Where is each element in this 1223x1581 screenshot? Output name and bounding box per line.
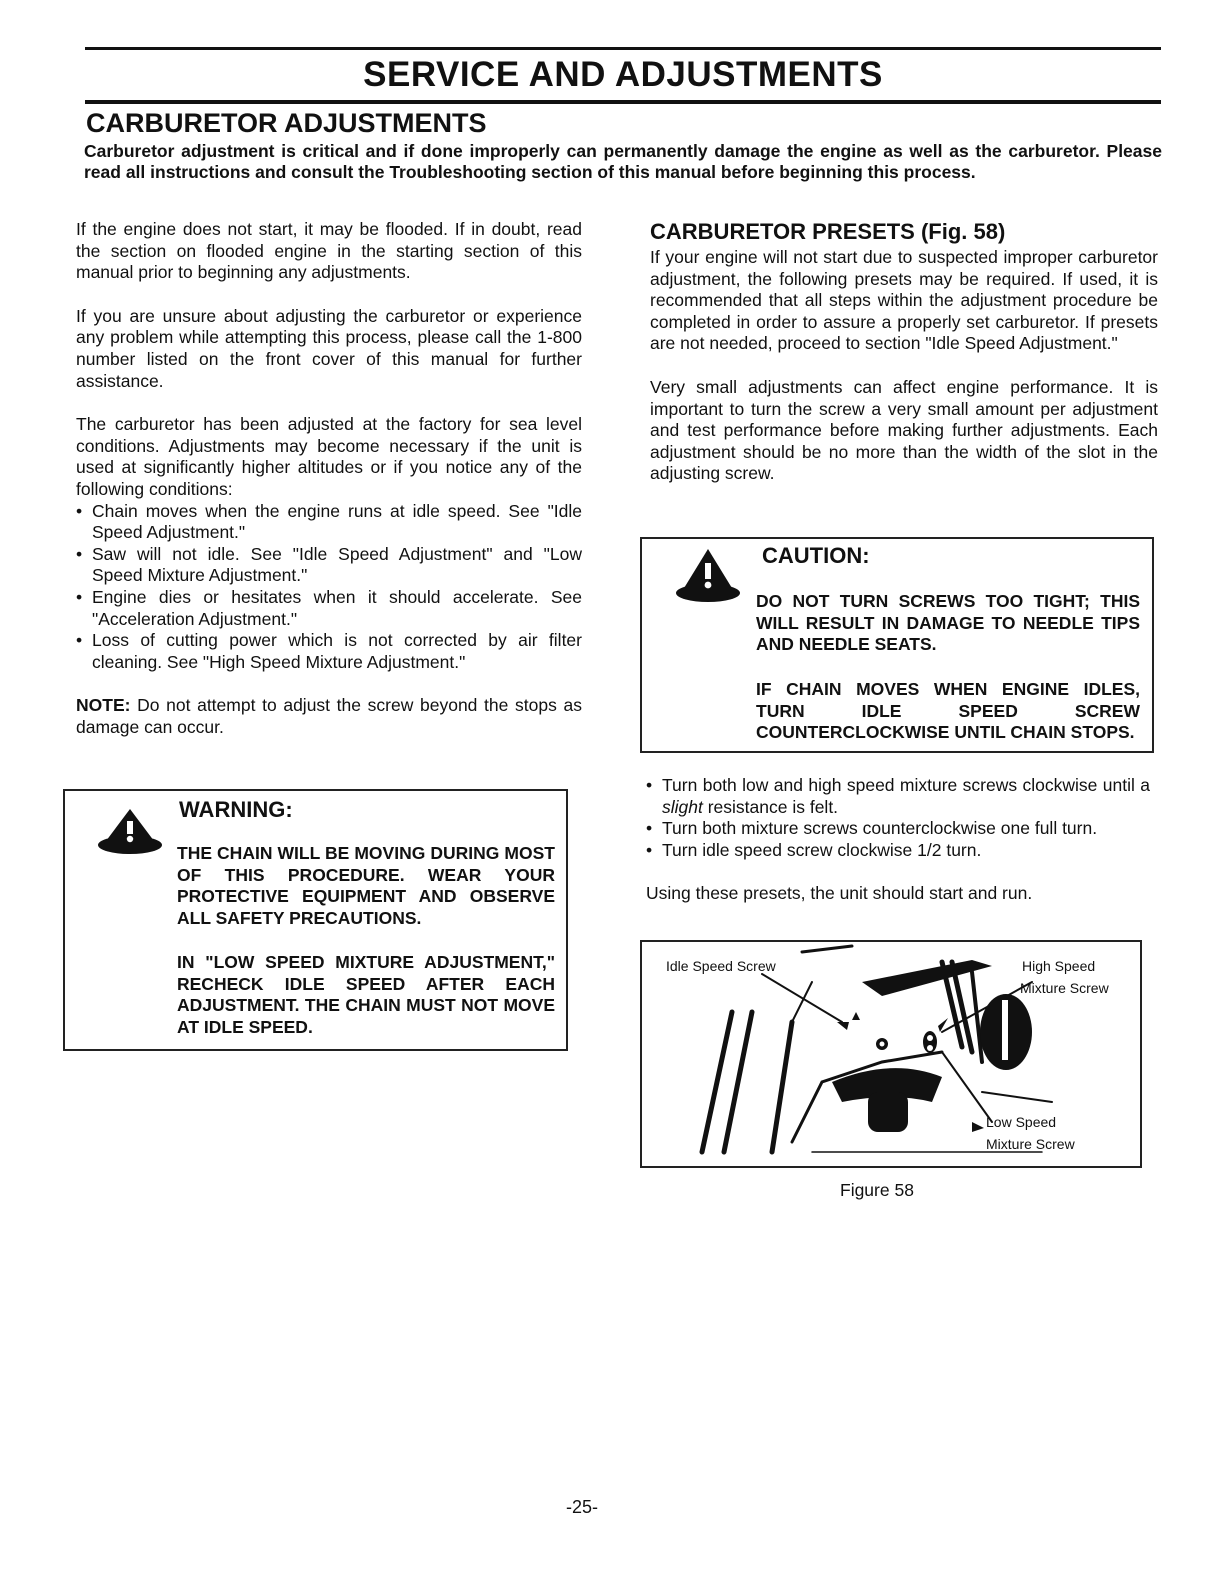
caution-icon: [675, 545, 741, 605]
note-text: Do not attempt to adjust the screw beyond the stops as damage can occur.: [76, 695, 582, 737]
label-high-speed-2: Mixture Screw: [1020, 980, 1109, 996]
figure-58: [640, 940, 1142, 1168]
list-item: • Turn both mixture screws counterclockwise one full turn.: [646, 818, 1150, 840]
paragraph-flooded: If the engine does not start, it may be flooded. If in doubt, read the section on flooded engine in the starting section of this manual prior to beginning any adjustments.: [76, 219, 582, 283]
note: [76, 695, 582, 738]
top-rule: [85, 47, 1161, 50]
preset-steps: [646, 775, 1150, 905]
step-emphasis: slight: [662, 796, 703, 817]
list-item: • Loss of cutting power which is not corrected by air filter cleaning. See "High Speed Mixture Adjustment.": [76, 630, 582, 673]
paragraph-small-adjustments: Very small adjustments can affect engine performance. It is important to turn the screw a very small amount per adjustment and test performance before making further adjustments. Each adjustment should be no more than the width of the slot in the adjusting screw.: [650, 376, 1158, 484]
caution-text-1: DO NOT TURN SCREWS TOO TIGHT; THIS WILL RESULT IN DAMAGE TO NEEDLE TIPS AND NEEDLE SEATS.: [756, 591, 1140, 654]
preset-steps-list: [646, 775, 1150, 861]
caution-box: [640, 537, 1154, 753]
right-column: [650, 219, 1158, 485]
label-low-speed-1: Low Speed: [986, 1114, 1057, 1130]
warning-text-2: IN "LOW SPEED MIXTURE ADJUSTMENT," RECHECK IDLE SPEED AFTER EACH ADJUSTMENT. THE CHAIN MUST NOT MOVE AT IDLE SPEED.: [177, 952, 555, 1037]
paragraph-unsure: If you are unsure about adjusting the carburetor or experience any problem while attempting this process, please call the 1-800 number listed on the front cover of this manual for further assistance.: [76, 305, 582, 391]
list-item: • Chain moves when the engine runs at idle speed. See "Idle Speed Adjustment.": [76, 501, 582, 544]
step-text: resistance is felt.: [702, 796, 839, 817]
left-column: [76, 219, 582, 738]
step-text: Turn both low and high speed mixture screws clockwise until a: [662, 775, 1150, 795]
paragraph-factory: The carburetor has been adjusted at the factory for sea level conditions. Adjustments may become necessary if the unit is used at significantly higher altitudes or if you notice any of the following conditions:: [76, 414, 582, 499]
label-high-speed-1: High Speed: [1022, 958, 1096, 974]
caution-heading: CAUTION:: [762, 543, 870, 568]
intro-warning-text: Carburetor adjustment is critical and if done improperly can permanently damage the engine as well as the carburetor. Please read all instructions and consult the Troubleshooting section of this manual before beginning this process.: [84, 141, 1162, 182]
label-idle-speed-screw: Idle Speed Screw: [666, 958, 776, 974]
page-title: SERVICE AND ADJUSTMENTS: [363, 55, 883, 94]
label-low-speed-2: Mixture Screw: [986, 1136, 1075, 1152]
list-item: • Engine dies or hesitates when it should accelerate. See "Acceleration Adjustment.": [76, 587, 582, 630]
caution-text-2: IF CHAIN MOVES WHEN ENGINE IDLES, TURN IDLE SPEED SCREW COUNTERCLOCKWISE UNTIL CHAIN STOPS.: [756, 679, 1140, 742]
presets-closing: Using these presets, the unit should start and run.: [646, 883, 1033, 904]
presets-title: CARBURETOR PRESETS (Fig. 58): [650, 219, 1006, 244]
list-item: [646, 775, 1150, 818]
warning-text-1: THE CHAIN WILL BE MOVING DURING MOST OF THIS PROCEDURE. WEAR YOUR PROTECTIVE EQUIPMENT AND OBSERVE ALL SAFETY PRECAUTIONS.: [177, 843, 555, 928]
list-item: • Saw will not idle. See "Idle Speed Adjustment" and "Low Speed Mixture Adjustment.": [76, 544, 582, 587]
list-item: • Turn idle speed screw clockwise 1/2 turn.: [646, 840, 1150, 862]
warning-heading: WARNING:: [179, 797, 293, 822]
warning-icon: [97, 807, 163, 855]
figure-caption: Figure 58: [840, 1180, 914, 1200]
paragraph-presets: If your engine will not start due to suspected improper carburetor adjustment, the following presets may be required. If used, it is recommended that all steps within the adjustment procedure be completed in order to assure a properly set carburetor. If presets are not needed, proceed to section "Idle Speed Adjustment.": [650, 247, 1158, 354]
warning-box: [63, 789, 568, 1051]
note-label: NOTE:: [76, 695, 131, 716]
title-rule: [85, 100, 1161, 104]
page-number: -25-: [566, 1497, 599, 1517]
conditions-list: [76, 501, 582, 674]
section-title: CARBURETOR ADJUSTMENTS: [86, 108, 487, 138]
